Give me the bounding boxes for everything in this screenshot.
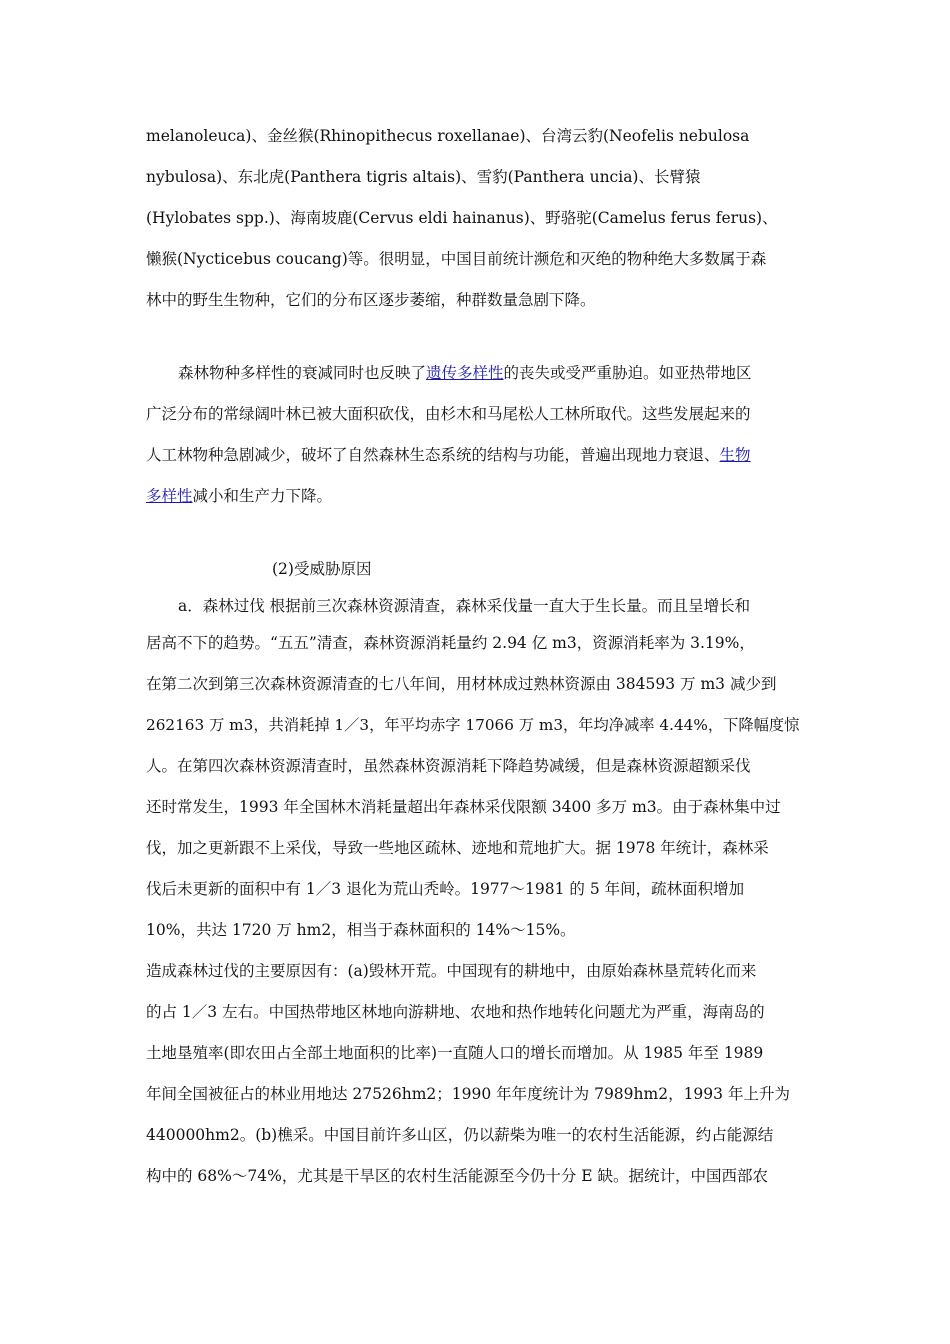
p1-line-4: 懒猴(Nycticebus coucang)等。很明显，中国目前统计濒危和灭绝的物种绝大多数属于森	[146, 250, 767, 268]
genetic-diversity-link[interactable]: 遗传多样性	[426, 364, 504, 382]
p3-line-8: 伐后未更新的面积中有 1／3 退化为荒山秃岭。1977～1981 的 5 年间，疏林面积增加	[146, 880, 745, 898]
p2-line-4-post: 减小和生产力下降。	[192, 487, 333, 505]
p3-line-1: a．森林过伐 根据前三次森林资源清查，森林采伐量一直大于生长量。而且呈增长和	[178, 597, 751, 615]
p2-line-4	[146, 477, 808, 515]
p2-line-1-pre: 森林物种多样性的衰减同时也反映了	[178, 364, 427, 382]
p3-line-3: 在第二次到第三次森林资源清查的七八年间，用材林成过熟林资源由 384593 万 m3 减少到	[146, 675, 777, 693]
p3-line-2: 居高不下的趋势。“五五”清查，森林资源消耗量约 2.94 亿 m3，资源消耗率为 3.19%，	[146, 634, 755, 652]
p4-line-4: 年间全国被征占的林业用地达 27526hm2；1990 年年度统计为 7989hm2，1993 年上升为	[146, 1085, 790, 1103]
p2-line-3	[146, 436, 808, 474]
p1-line-1: melanoleuca)、金丝猴(Rhinopithecus roxellanae)、台湾云豹(Neofelis nebulosa	[146, 127, 750, 145]
biodiversity-link-part-2[interactable]: 多样性	[146, 487, 193, 505]
p4-line-5: 440000hm2。(b)樵采。中国目前许多山区，仍以薪柴为唯一的农村生活能源，约占能源结	[146, 1126, 774, 1144]
p2-line-1-post: 的丧失或受严重胁迫。如亚热带地区	[503, 364, 752, 382]
p2-line-3-pre: 人工林物种急剧减少，破坏了自然森林生态系统的结构与功能，普遍出现地力衰退、	[146, 446, 720, 464]
p2-line-2: 广泛分布的常绿阔叶林已被大面积砍伐，由杉木和马尾松人工林所取代。这些发展起来的	[146, 405, 751, 423]
p4-line-2: 的占 1／3 左右。中国热带地区林地向游耕地、农地和热作地转化问题尤为严重，海南岛的	[146, 1003, 765, 1021]
p3-line-6: 还时常发生，1993 年全国林木消耗量超出年森林采伐限额 3400 多万 m3。由于森林集中过	[146, 798, 781, 816]
biodiversity-link-part-1[interactable]: 生物	[719, 446, 751, 464]
p4-line-3: 土地垦殖率(即农田占全部土地面积的比率)一直随人口的增长而增加。从 1985 年至 1989	[146, 1044, 764, 1062]
p4-line-6: 构中的 68%～74%，尤其是干旱区的农村生活能源至今仍十分 E 缺。据统计，中国西部农	[146, 1167, 769, 1185]
p1-line-3: (Hylobates spp.)、海南坡鹿(Cervus eldi hainanus)、野骆驼(Camelus ferus ferus)、	[146, 209, 778, 227]
p3-line-7: 伐，加之更新跟不上采伐，导致一些地区疏林、迹地和荒地扩大。据 1978 年统计，森林采	[146, 839, 769, 857]
p1-line-2: nybulosa)、东北虎(Panthera tigris altais)、雪豹(Panthera uncia)、长臂猿	[146, 168, 701, 186]
p4-line-1: 造成森林过伐的主要原因有：(a)毁林开荒。中国现有的耕地中，由原始森林垦荒转化而来	[146, 962, 757, 980]
p3-line-4: 262163 万 m3，共消耗掉 1／3，年平均赤字 17066 万 m3，年均净减率 4.44%，下降幅度惊	[146, 716, 800, 734]
section-heading: (2)受威胁原因	[272, 560, 372, 578]
p3-line-9: 10%，共达 1720 万 hm2，相当于森林面积的 14%～15%。	[146, 921, 576, 939]
p1-line-5: 林中的野生生物种，它们的分布区逐步萎缩，种群数量急剧下降。	[146, 291, 596, 309]
p2-line-1	[178, 354, 808, 392]
p3-line-5: 人。在第四次森林资源清查时，虽然森林资源消耗下降趋势减缓，但是森林资源超额采伐	[146, 757, 751, 775]
